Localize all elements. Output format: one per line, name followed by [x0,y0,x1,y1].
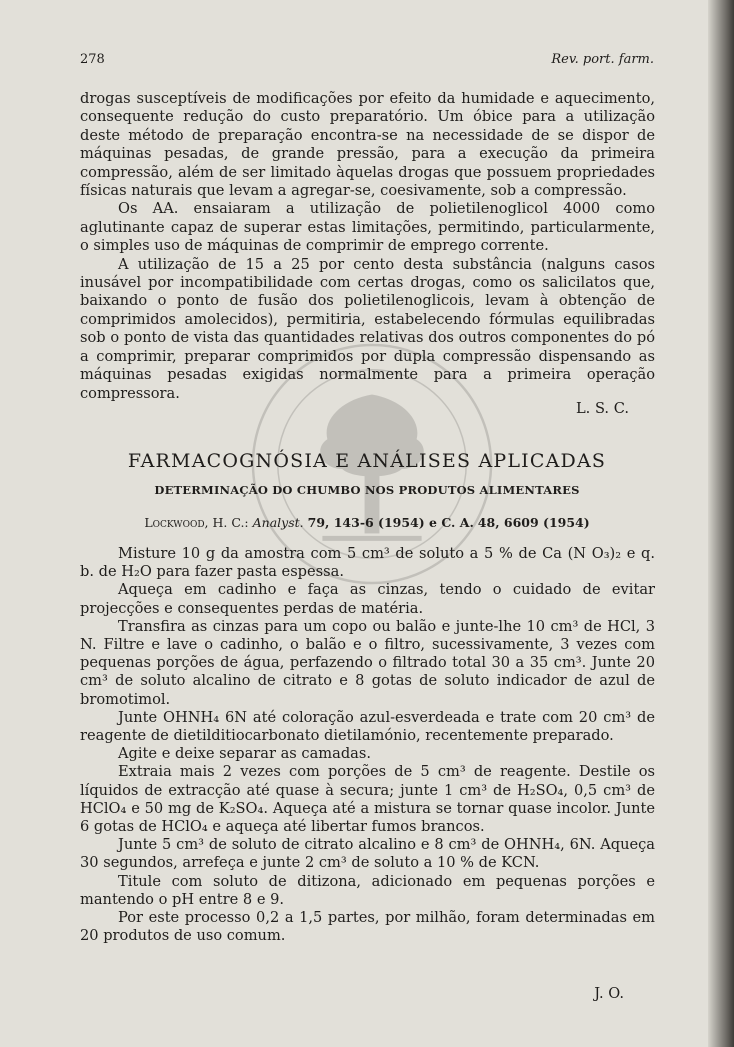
citation-reference: 48, 6609 (1954) [477,515,590,530]
citation-author: Lockwood, H. C.: [144,515,249,530]
citation-journal: Analyst. [252,515,304,530]
paragraph: Misture 10 g da amostra com 5 cm³ de soluto a 5 % de Ca (N O₃)₂ e q. b. de H₂O para fazer pasta espessa. [80,545,655,581]
paragraph: Junte OHNH₄ 6N até coloração azul-esverdeada e trate com 20 cm³ de reagente de dietilditiocarbonato dietilamónio, recentemente preparado. [80,708,655,745]
paragraph: Transfira as cinzas para um copo ou balão e junte-lhe 10 cm³ de HCl, 3 N. Filtre e lave o cadinho, o balão e o filtro, sucessivamente, 3 vezes com pequenas porções de água, perfazendo o filtrado total 30 a 35 cm³. Junte 20 cm³ de soluto alcalino de citrato e 8 gotas de soluto indicador de azul de bromotimol. [80,617,655,708]
paragraph: A utilização de 15 a 25 por cento desta substância (nalguns casos inusável por incompatibilidade com certas drogas, como os salicilatos que, baixando o ponto de fusão dos polietilenoglicois, levam à obtenção de comprimidos amolecidos), permitiria, estabelecendo fórmulas equilibradas sob o ponto de vista das quantidades relativas dos outros componentes do pó a comprimir, preparar comprimidos por dupla compressão dispensando as máquinas pesadas exigidas normalmente para a primeira operação compressora. [80,255,655,402]
page-number: 278 [80,52,105,67]
method-text-block [80,545,655,945]
paragraph: Por este processo 0,2 a 1,5 partes, por milhão, foram determinadas em 20 produtos de uso comum. [80,909,655,945]
paragraph: Agite e deixe separar as camadas. [118,745,371,763]
citation [0,515,734,530]
citation-reference: 79, 143-6 (1954) e C. A. [307,515,474,530]
intro-text-block [80,90,655,403]
section-heading: FARMACOGNÓSIA E ANÁLISES APLICADAS [127,450,607,472]
article-title: DETERMINAÇÃO DO CHUMBO NOS PRODUTOS ALIMENTARES [154,483,580,497]
author-initials: J. O. [594,985,624,1002]
paragraph: Junte 5 cm³ de soluto de citrato alcalino e 8 cm³ de OHNH₄, 6N. Aqueça 30 segundos, arrefeça e junte 2 cm³ de soluto a 10 % de KCN. [80,836,655,872]
paragraph: Titule com soluto de ditizona, adicionado em pequenas porções e mantendo o pH entre 8 e 9. [80,872,655,908]
paragraph: Os AA. ensaiaram a utilização de polietilenoglicol 4000 como aglutinante capaz de superar estas limitações, permitindo, particularmente, o simples uso de máquinas de comprimir de emprego corrente. [80,200,655,255]
paragraph: drogas susceptíveis de modificações por efeito da humidade e aquecimento, consequente redução do custo preparatório. Um óbice para a utilização deste método de preparação encontra-se na necessidade de se dispor de máquinas pesadas, de grande pressão, para a execução da primeira compressão, além de ser limitado àquelas drogas que possuem propriedades físicas naturais que levam a agregar-se, coesivamente, sob a compressão. [80,90,655,200]
running-head: Rev. port. farm. [551,52,654,67]
paragraph: Aqueça em cadinho e faça as cinzas, tendo o cuidado de evitar projecções e consequentes perdas de matéria. [80,581,655,617]
author-initials: L. S. C. [575,400,629,417]
paragraph: Extraia mais 2 vezes com porções de 5 cm³ de reagente. Destile os líquidos de extracção até quase à secura; junte 1 cm³ de H₂SO₄, 0,5 cm³ de HClO₄ e 50 mg de K₂SO₄. Aqueça até a mistura se tornar quase incolor. Junte 6 gotas de HClO₄ e aqueça até libertar fumos brancos. [80,763,655,836]
